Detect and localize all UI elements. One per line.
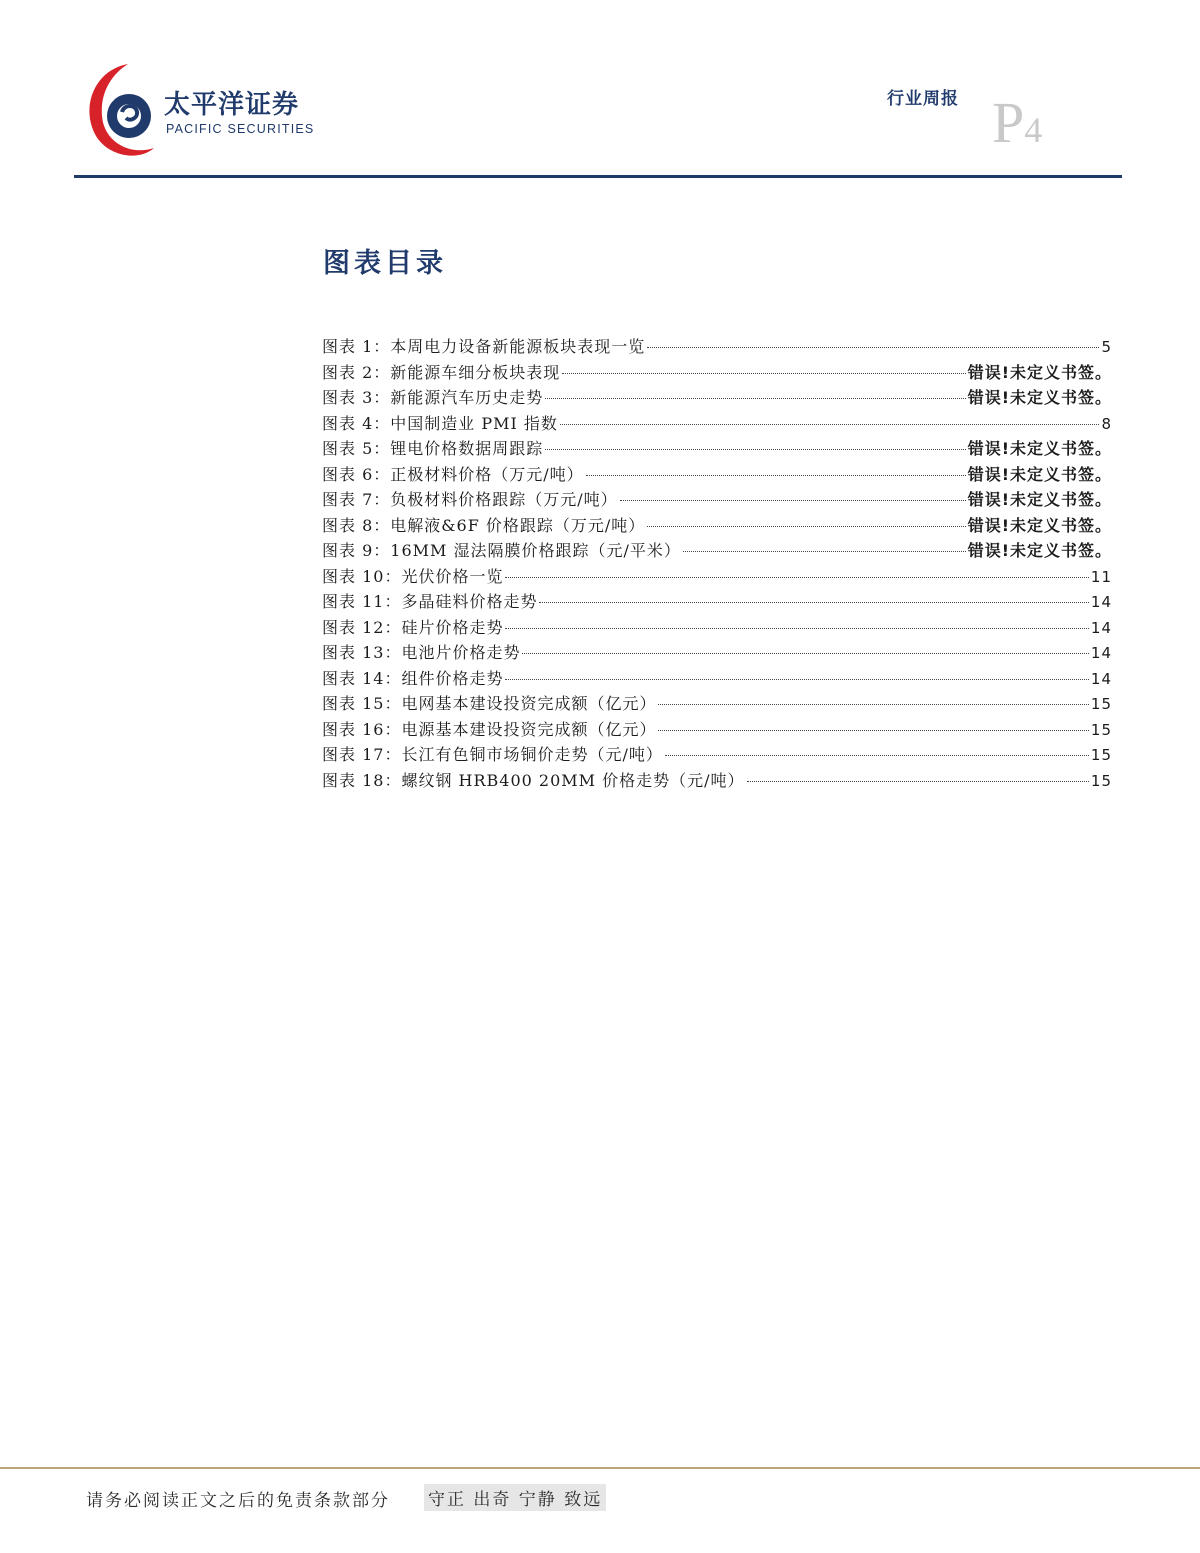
toc-entry-label[interactable]: 图表 8：电解液&6F 价格跟踪（万元/吨） <box>322 515 646 535</box>
toc-entry[interactable] <box>322 589 1112 615</box>
toc-entry-page[interactable]: 错误!未定义书签。 <box>967 490 1112 509</box>
report-type-label: 行业周报 <box>887 89 959 109</box>
company-logo <box>82 60 322 160</box>
toc-entry-page[interactable]: 错误!未定义书签。 <box>967 541 1112 560</box>
toc-dot-leader <box>665 755 1089 756</box>
toc-dot-leader <box>545 398 965 399</box>
toc-entry-label[interactable]: 图表 18：螺纹钢 HRB400 20MM 价格走势（元/吨） <box>322 770 745 790</box>
toc-entry-page[interactable]: 8 <box>1101 414 1112 433</box>
toc-dot-leader <box>505 628 1088 629</box>
toc-entry-label[interactable]: 图表 5：锂电价格数据周跟踪 <box>322 439 544 458</box>
toc-entry[interactable] <box>322 487 1112 513</box>
toc-entry-page[interactable]: 15 <box>1090 746 1112 764</box>
page-number: 4 <box>1024 110 1043 150</box>
toc-entry-label[interactable]: 图表 1：本周电力设备新能源板块表现一览 <box>322 337 646 356</box>
toc-title: 图表目录 <box>323 248 447 279</box>
toc-entry[interactable] <box>322 564 1112 590</box>
toc-dot-leader <box>562 373 965 374</box>
toc-dot-leader <box>505 679 1088 680</box>
logo-text-en: PACIFIC SECURITIES <box>166 122 315 136</box>
toc-entry-label[interactable]: 图表 17：长江有色铜市场铜价走势（元/吨） <box>322 745 663 764</box>
toc-entry[interactable] <box>322 385 1112 411</box>
toc-entry-page[interactable]: 错误!未定义书签。 <box>967 439 1112 458</box>
footer-disclaimer: 请务必阅读正文之后的免责条款部分 <box>86 1491 390 1511</box>
toc-entry-label[interactable]: 图表 15：电网基本建设投资完成额（亿元） <box>322 694 657 713</box>
toc-entry-label[interactable]: 图表 10：光伏价格一览 <box>322 566 504 586</box>
toc-entry-label[interactable]: 图表 12：硅片价格走势 <box>322 617 504 637</box>
toc-entry-label[interactable]: 图表 11：多晶硅料价格走势 <box>322 592 538 611</box>
toc-entry-label[interactable]: 图表 14：组件价格走势 <box>322 668 504 688</box>
toc-entry[interactable] <box>322 742 1112 768</box>
toc-entry-page[interactable]: 14 <box>1090 644 1112 662</box>
page-number-mark <box>992 90 1043 155</box>
toc-entry-page[interactable]: 15 <box>1090 695 1112 713</box>
toc-dot-leader <box>620 500 966 501</box>
page-letter: P <box>992 90 1025 155</box>
toc-dot-leader <box>522 653 1088 654</box>
toc-entry[interactable] <box>322 462 1112 488</box>
toc-dot-leader <box>560 424 1100 425</box>
toc-dot-leader <box>747 781 1089 782</box>
toc-entry-page[interactable]: 错误!未定义书签。 <box>967 515 1112 535</box>
header-divider <box>74 175 1122 178</box>
toc-entry-page[interactable]: 15 <box>1090 720 1112 739</box>
toc-dot-leader <box>586 475 966 476</box>
logo-text-cn: 太平洋证券 <box>164 90 300 120</box>
footer-motto: 守正 出奇 宁静 致远 <box>424 1484 606 1511</box>
toc-list <box>322 334 1112 793</box>
toc-entry[interactable] <box>322 666 1112 692</box>
toc-entry[interactable] <box>322 717 1112 743</box>
toc-entry[interactable] <box>322 436 1112 462</box>
footer-divider <box>0 1467 1200 1469</box>
toc-entry[interactable] <box>322 411 1112 437</box>
toc-entry-label[interactable]: 图表 6：正极材料价格（万元/吨） <box>322 464 584 484</box>
toc-dot-leader <box>658 704 1088 705</box>
toc-entry-page[interactable]: 14 <box>1090 669 1112 688</box>
toc-dot-leader <box>545 449 965 450</box>
toc-entry[interactable] <box>322 334 1112 360</box>
toc-dot-leader <box>505 577 1088 578</box>
toc-dot-leader <box>647 526 965 527</box>
toc-entry-page[interactable]: 错误!未定义书签。 <box>967 464 1112 484</box>
toc-entry-page[interactable]: 5 <box>1101 338 1112 356</box>
toc-entry[interactable] <box>322 768 1112 794</box>
toc-entry-label[interactable]: 图表 3：新能源汽车历史走势 <box>322 388 544 407</box>
toc-entry-label[interactable]: 图表 9：16MM 湿法隔膜价格跟踪（元/平米） <box>322 541 681 560</box>
toc-entry-label[interactable]: 图表 2：新能源车细分板块表现 <box>322 362 561 382</box>
toc-entry-page[interactable]: 14 <box>1090 593 1112 611</box>
toc-entry[interactable] <box>322 538 1112 564</box>
toc-entry-page[interactable]: 错误!未定义书签。 <box>967 388 1112 407</box>
toc-entry-label[interactable]: 图表 7：负极材料价格跟踪（万元/吨） <box>322 490 618 509</box>
toc-entry-label[interactable]: 图表 4：中国制造业 PMI 指数 <box>322 413 558 433</box>
toc-entry-page[interactable]: 11 <box>1090 567 1112 586</box>
toc-entry[interactable] <box>322 640 1112 666</box>
logo-emblem-icon <box>82 60 162 160</box>
toc-entry[interactable] <box>322 615 1112 641</box>
toc-entry[interactable] <box>322 513 1112 539</box>
toc-entry[interactable] <box>322 691 1112 717</box>
toc-entry-label[interactable]: 图表 13：电池片价格走势 <box>322 643 521 662</box>
toc-dot-leader <box>647 347 1099 348</box>
toc-entry-page[interactable]: 15 <box>1090 771 1112 790</box>
toc-entry-page[interactable]: 错误!未定义书签。 <box>967 362 1112 382</box>
toc-dot-leader <box>683 551 966 552</box>
toc-entry-page[interactable]: 14 <box>1090 618 1112 637</box>
toc-entry[interactable] <box>322 360 1112 386</box>
toc-dot-leader <box>658 730 1088 731</box>
toc-dot-leader <box>539 602 1088 603</box>
toc-entry-label[interactable]: 图表 16：电源基本建设投资完成额（亿元） <box>322 719 657 739</box>
